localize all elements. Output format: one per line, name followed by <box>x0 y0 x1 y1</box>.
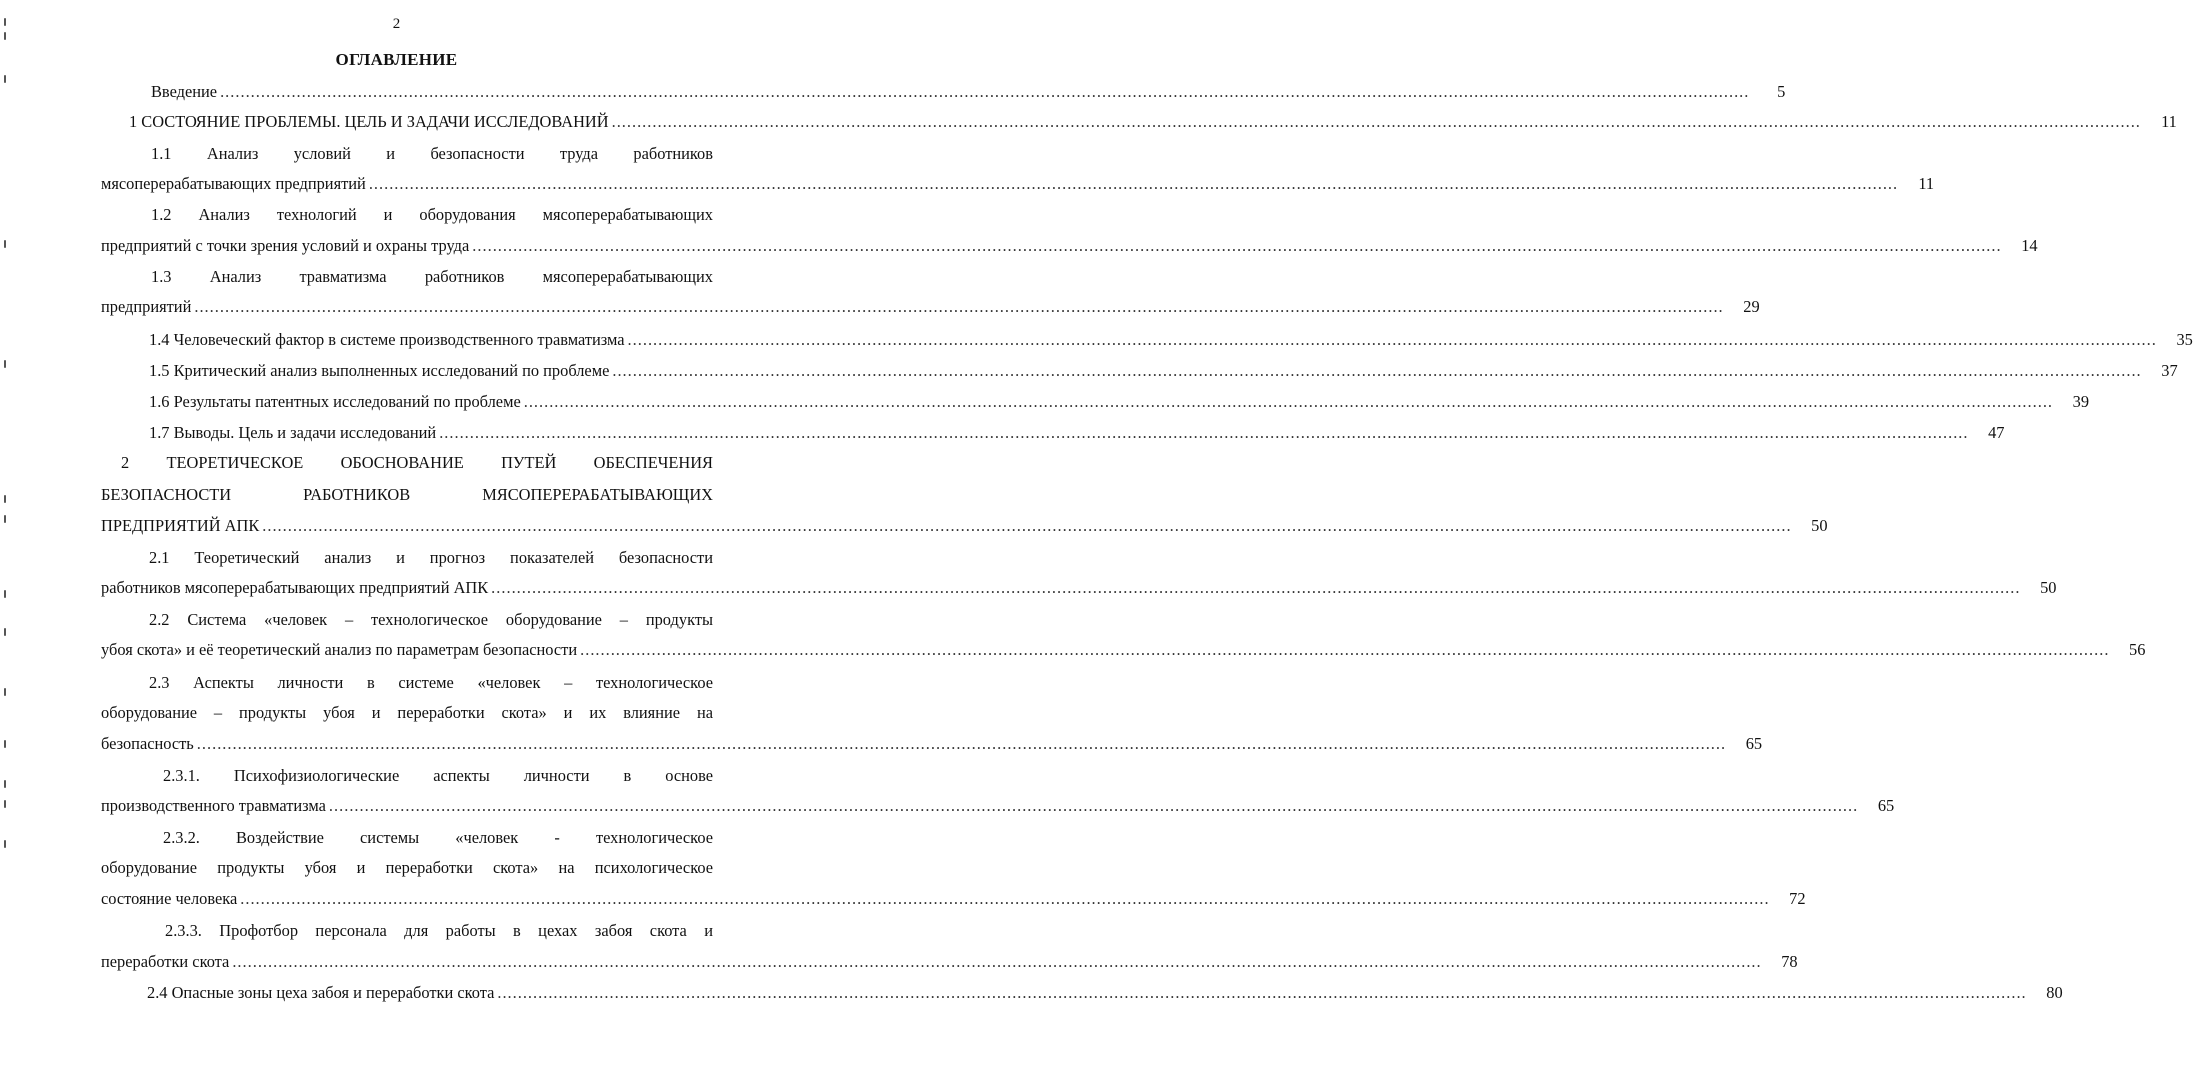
toc-line <box>101 361 2178 385</box>
dot-leader: ............................................................................................................................................................................................................................................................................................................ <box>627 330 2157 349</box>
toc-line <box>101 578 2057 602</box>
dot-leader: ............................................................................................................................................................................................................................................................................................................ <box>368 174 1899 193</box>
dot-leader: ............................................................................................................................................................................................................................................................................................................ <box>497 983 2027 1002</box>
toc-line <box>101 297 1760 321</box>
toc-page-number: 11 <box>2161 112 2177 131</box>
toc-line <box>101 516 1828 540</box>
toc-line <box>101 82 1786 106</box>
toc-page-number: 72 <box>1789 889 1806 908</box>
scan-margin-marks <box>4 0 14 1083</box>
toc-page-number: 65 <box>1745 734 1763 753</box>
dot-leader: ............................................................................................................................................................................................................................................................................................................ <box>196 734 1727 753</box>
toc-page-number: 80 <box>2046 983 2063 1002</box>
toc-line <box>101 267 713 291</box>
toc-page-number: 39 <box>2072 392 2090 411</box>
dot-leader: ............................................................................................................................................................................................................................................................................................................ <box>611 112 2141 131</box>
toc-entry-text: оборудование продукты убоя и переработки скота» на психологическое <box>101 858 713 877</box>
toc-page-number: 50 <box>2040 578 2057 597</box>
dot-leader: ............................................................................................................................................................................................................................................................................................................ <box>328 796 1859 815</box>
dot-leader: ............................................................................................................................................................................................................................................................................................................ <box>612 361 2142 380</box>
toc-entry-text: 2.2 Система «человек – технологическое оборудование – продукты <box>149 610 713 629</box>
toc-page-number: 56 <box>2129 640 2146 659</box>
toc-line <box>101 205 713 229</box>
toc-page-number: 11 <box>1918 174 1935 193</box>
toc-line <box>101 983 2063 1007</box>
toc-line <box>101 453 713 477</box>
toc-title: ОГЛАВЛЕНИЕ <box>335 50 458 69</box>
toc-entry-text: БЕЗОПАСНОСТИ РАБОТНИКОВ МЯСОПЕРЕРАБАТЫВАЮЩИХ <box>101 485 713 504</box>
toc-entry-text: производственного травматизма <box>101 796 326 815</box>
toc-entry-text: 1.3 Анализ травматизма работников мясоперерабатывающих <box>151 267 713 286</box>
dot-leader: ............................................................................................................................................................................................................................................................................................................ <box>523 392 2054 411</box>
toc-entry-text: 1.5 Критический анализ выполненных исследований по проблеме <box>149 361 610 380</box>
dot-leader: ............................................................................................................................................................................................................................................................................................................ <box>472 236 2002 255</box>
toc-line <box>101 766 713 790</box>
toc-entry-text: предприятий с точки зрения условий и охраны труда <box>101 236 470 255</box>
toc-page-number: 47 <box>1988 423 2005 442</box>
toc-page-number: 65 <box>1877 796 1895 815</box>
toc-entry-text: 1.2 Анализ технологий и оборудования мясоперерабатывающих <box>151 205 713 224</box>
dot-leader: ............................................................................................................................................................................................................................................................................................................ <box>439 423 1969 442</box>
toc-page-number: 78 <box>1781 952 1798 971</box>
toc-line <box>101 485 713 509</box>
toc-entry-text: 1.4 Человеческий фактор в системе производственного травматизма <box>149 330 625 349</box>
toc-entry-text: 2.3.2. Воздействие системы «человек - технологическое <box>163 828 713 847</box>
toc-entry-text: 2 ТЕОРЕТИЧЕСКОЕ ОБОСНОВАНИЕ ПУТЕЙ ОБЕСПЕЧЕНИЯ <box>121 453 713 472</box>
toc-entry-text: переработки скота <box>101 952 230 971</box>
toc-line <box>101 673 713 697</box>
toc-line <box>101 423 2005 447</box>
toc-entry-text: 2.3.1. Психофизиологические аспекты личности в основе <box>163 766 713 785</box>
dot-leader: ............................................................................................................................................................................................................................................................................................................ <box>240 889 1770 908</box>
toc-line <box>101 610 713 634</box>
toc-line <box>101 734 1763 758</box>
toc-entry-text: безопасность <box>101 734 194 753</box>
toc-line <box>101 330 2193 354</box>
toc-line <box>101 640 2146 664</box>
dot-leader: ............................................................................................................................................................................................................................................................................................................ <box>262 516 1792 535</box>
toc-page-number: 14 <box>2021 236 2038 255</box>
toc-entry-text: 2.4 Опасные зоны цеха забоя и переработки скота <box>147 983 495 1002</box>
toc-line <box>101 828 713 852</box>
toc-page-number: 29 <box>1743 297 1760 316</box>
toc-entry-text: предприятий <box>101 297 192 316</box>
dot-leader: ............................................................................................................................................................................................................................................................................................................ <box>220 82 1750 101</box>
toc-line <box>101 858 713 882</box>
toc-entry-text: состояние человека <box>101 889 238 908</box>
toc-entry-text: 1.7 Выводы. Цель и задачи исследований <box>149 423 437 442</box>
toc-entry-text: 1.6 Результаты патентных исследований по проблеме <box>149 392 521 411</box>
toc-entry-text: убоя скота» и её теоретический анализ по параметрам безопасности <box>101 640 578 659</box>
dot-leader: ............................................................................................................................................................................................................................................................................................................ <box>194 297 1724 316</box>
toc-line <box>101 174 1935 198</box>
dot-leader: ............................................................................................................................................................................................................................................................................................................ <box>580 640 2110 659</box>
toc-line <box>101 952 1798 976</box>
toc-entry-text: мясоперерабатывающих предприятий <box>101 174 366 193</box>
toc-entry-text: работников мясоперерабатывающих предприятий АПК <box>101 578 489 597</box>
dot-leader: ............................................................................................................................................................................................................................................................................................................ <box>232 952 1762 971</box>
toc-line <box>101 889 1806 913</box>
toc-entry-text: Введение <box>151 82 218 101</box>
toc-line <box>101 548 713 572</box>
toc-entry-text: ПРЕДПРИЯТИЙ АПК <box>101 516 260 535</box>
toc-line <box>101 112 2177 136</box>
toc-page-number: 5 <box>1777 82 1786 101</box>
page-number: 2 <box>392 16 401 32</box>
toc-page-number: 35 <box>2176 330 2193 349</box>
toc-entry-text: 2.3.3. Профотбор персонала для работы в цехах забоя скота и <box>165 921 713 940</box>
toc-entry-text: 1 СОСТОЯНИЕ ПРОБЛЕМЫ. ЦЕЛЬ И ЗАДАЧИ ИССЛЕДОВАНИЙ <box>129 112 609 131</box>
toc-line <box>101 796 1895 820</box>
toc-entry-text: 2.3 Аспекты личности в системе «человек – технологическое <box>149 673 713 692</box>
dot-leader: ............................................................................................................................................................................................................................................................................................................ <box>491 578 2021 597</box>
toc-line <box>101 392 2090 416</box>
toc-entry-text: 2.1 Теоретический анализ и прогноз показателей безопасности <box>149 548 713 567</box>
toc-entry-text: 1.1 Анализ условий и безопасности труда работников <box>151 144 713 163</box>
toc-entry-text: оборудование – продукты убоя и переработки скота» и их влияние на <box>101 703 713 722</box>
toc-line <box>101 236 2038 260</box>
toc-page-number: 50 <box>1811 516 1828 535</box>
toc-line <box>101 921 713 945</box>
toc-line <box>101 144 713 168</box>
toc-page-number: 37 <box>2161 361 2178 380</box>
toc-line <box>101 703 713 727</box>
